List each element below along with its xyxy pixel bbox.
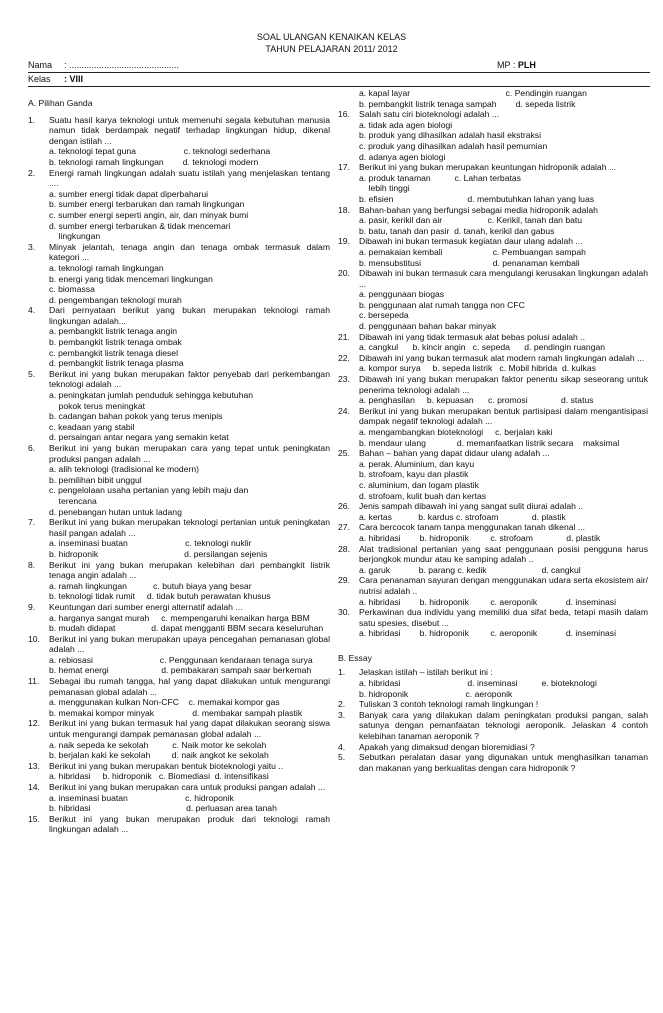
question-text: Berikut ini yang bukan termasuk hal yang dapat dilakukan seorang siswa untuk mengurangi dampak pemanasan global adalah ...	[49, 718, 330, 740]
mp-label: MP :	[497, 60, 516, 70]
question-text: Berikut ini yang bukan merupakan teknologi pertanian untuk peningkatan hasil pangan adalah ...	[49, 517, 330, 538]
question-number: 10.	[28, 633, 40, 644]
answer-option: b. pembangkit listrik tenaga ombak	[49, 337, 182, 348]
essay-questions	[338, 667, 648, 773]
answer-option: a. penghasilan b. kepuasan c. promosi d. status	[359, 395, 594, 406]
answer-option: a. naik sepeda ke sekolah c. Naik motor ke sekolah	[49, 739, 267, 750]
right-top-options	[338, 88, 648, 109]
question-text: Jenis sampah dibawah ini yang sangat sulit diurai adalah ..	[359, 501, 584, 512]
answer-option: b. produk yang dihasilkan adalah hasil ekstraksi	[359, 130, 542, 141]
answer-option: b. strofoam, kayu dan plastik	[359, 469, 469, 480]
question-number: 2.	[28, 167, 36, 178]
question-number: 17.	[338, 162, 350, 173]
answer-option: d. pembangkit listrik tenaga plasma	[49, 358, 184, 369]
question-row	[338, 162, 648, 173]
answer-option: b. penggunaan alat rumah tangga non CFC	[359, 299, 525, 310]
answer-option: a. hibridasi b. hidroponik c. strofoam d. plastik	[359, 532, 601, 543]
question-text: Berikut ini yang bukan merupakan cara yang tepat untuk peningkatan produksi pangan adalah ...	[49, 443, 330, 464]
answer-option: lingkungan	[49, 231, 101, 242]
question-row	[338, 374, 648, 395]
question-text: Dibawah ini bukan termasuk cara mengulangi kerusakan lingkungan adalah ...	[359, 268, 648, 289]
section-b-title: B. Essay	[338, 652, 372, 663]
answer-option: b. batu, tanah dan pasir d. tanah, kerikil dan gabus	[359, 225, 555, 236]
question-number: 9.	[28, 601, 36, 612]
question-text: Cara bercocok tanam tanpa menggunakan tanah dikenal ...	[359, 522, 585, 533]
question-item	[338, 162, 648, 204]
answer-option: b. teknologi tidak rumit d. tidak butuh perawatan khusus	[49, 591, 271, 602]
nama-row	[28, 60, 179, 71]
answer-option: a. kapal layar c. Pendingin ruangan	[359, 88, 587, 98]
question-item	[338, 332, 648, 353]
question-text: Berikut ini yang bukan merupakan bentuk partisipasi dalam mengantisipasi dampak negatif teknologi adalah ...	[359, 405, 648, 427]
question-number: 4.	[338, 741, 346, 752]
question-item	[338, 268, 648, 332]
question-text: Bahan-bahan yang berfungsi sebagai media hidroponik adalah	[359, 204, 598, 215]
question-row	[338, 699, 648, 710]
question-item	[338, 109, 648, 162]
answer-option: a. tidak ada agen biologi	[359, 119, 453, 130]
question-item	[28, 814, 330, 835]
question-number: 4.	[28, 305, 36, 316]
answer-option: b. memakai kompor minyak d. membakar sampah plastik	[49, 707, 303, 718]
question-text: Alat tradisional pertanian yang saat penggunaan posisi pengguna harus berjongkok mundur atau ke samping adalah ..	[359, 543, 648, 565]
question-number: 13.	[28, 760, 40, 771]
header-divider-1	[28, 72, 650, 73]
answer-option: a. ramah lingkungan c. butuh biaya yang besar	[49, 580, 252, 591]
question-item	[28, 517, 330, 559]
question-row	[28, 634, 330, 655]
mp-value: PLH	[517, 60, 536, 70]
question-row	[28, 115, 330, 147]
question-text: Berikut ini yang bukan merupakan kelebihan dari pembangkit listrik tenaga angin adalah ...	[49, 559, 330, 581]
answer-option: b. cadangan bahan pokok yang terus menipis	[49, 411, 223, 422]
answer-option: a. hibridasi d. inseminasi e. bioteknologi	[359, 678, 597, 689]
answer-option: a. harganya sangat murah c. mempengaruhi kenaikan harga BBM	[49, 612, 310, 623]
answer-option: d. penggunaan bahan bakar minyak	[359, 321, 497, 332]
question-item	[28, 634, 330, 676]
question-item	[338, 236, 648, 268]
question-number: 20.	[338, 268, 350, 279]
question-item	[338, 353, 648, 374]
question-item	[338, 448, 648, 501]
answer-option: a. menggunakan kulkan Non-CFC c. memakai kompor gas	[49, 697, 280, 708]
left-questions	[28, 115, 330, 835]
question-number: 5.	[28, 368, 36, 379]
question-number: 26.	[338, 501, 350, 512]
question-item	[28, 782, 330, 814]
question-text: Salah satu ciri bioteknologi adalah ...	[359, 109, 499, 120]
question-item	[338, 575, 648, 607]
question-text: Berikut ini yang bukan merupakan keuntungan hidroponik adalah ...	[359, 162, 617, 173]
question-row	[28, 517, 330, 538]
question-item	[338, 205, 648, 237]
question-item	[338, 752, 648, 773]
question-row	[338, 236, 648, 247]
question-row	[338, 544, 648, 565]
question-text: Banyak cara yang dilakukan dalam peningkatan produksi pangan, salah satunya dengan pemanfaatan teknologi aeroponik. Jelaskan 4 contoh kelebihan tanaman aeroponik ?	[359, 709, 648, 742]
answer-option: b. energi yang tidak mencemari lingkungan	[49, 273, 213, 284]
question-row	[28, 602, 330, 613]
question-text: Energi ramah lingkungan adalah suatu istilah yang menjelaskan tentang ....	[49, 167, 330, 189]
question-number: 30.	[338, 607, 350, 618]
answer-option: a. inseminasi buatan c. teknologi nuklir	[49, 538, 252, 549]
question-text: Minyak jelantah, tenaga angin dan tenaga ombak termasuk dalam kategori ...	[49, 241, 330, 263]
question-row	[28, 676, 330, 697]
answer-option: b. teknologi ramah lingkungan d. teknologi modern	[49, 156, 259, 167]
question-row	[338, 667, 648, 678]
answer-option: c. pembangkit listrik tenaga diesel	[49, 347, 178, 358]
answer-option: a. hibridasi b. hidroponik c. Biomediasi d. intensifikasi	[49, 771, 269, 782]
exam-title: SOAL ULANGAN KENAIKAN KELAS	[256, 32, 407, 42]
question-item	[338, 710, 648, 742]
question-item	[28, 602, 330, 634]
answer-option: a. hibridasi b. hidroponik c. aeroponik d. inseminasi	[359, 628, 616, 639]
question-row	[338, 448, 648, 459]
question-text: Bahan – bahan yang dapat didaur ulang adalah ...	[359, 448, 550, 459]
answer-option: a. pemakaian kembali c. Pembuangan sampah	[359, 246, 586, 257]
question-text: Keuntungan dari sumber energi alternatif adalah ...	[49, 601, 243, 612]
exam-year: TAHUN PELAJARAN 2011/ 2012	[265, 44, 398, 54]
question-text: Berikut ini yang bukan merupakan upaya pencegahan pemanasan global adalah ...	[49, 633, 330, 655]
answer-option: b. hidroponik d. persilangan sejenis	[49, 548, 268, 559]
answer-option: d. penebangan hutan untuk ladang	[49, 506, 182, 517]
question-number: 1.	[338, 667, 346, 678]
answer-option: lebih tinggi	[359, 183, 410, 194]
header-divider-2	[28, 86, 650, 87]
question-row	[28, 560, 330, 581]
question-item	[338, 406, 648, 448]
question-row	[28, 761, 330, 772]
answer-option: b. sumber energi terbarukan dan ramah lingkungan	[49, 199, 245, 210]
question-row	[28, 168, 330, 189]
question-row	[338, 522, 648, 533]
answer-option: b. mendaur ulang d. memanfaatkan listrik secara maksimal	[359, 437, 620, 448]
answer-option: d. pengembangan teknologi murah	[49, 294, 182, 305]
answer-option: c. bersepeda	[359, 310, 409, 321]
answer-option: a. kompor surya b. sepeda listrik c. Mobil hibrida d. kulkas	[359, 363, 596, 374]
nama-label: Nama	[28, 60, 53, 70]
answer-option: b. hibridasi d. perluasan area tanah	[49, 803, 277, 814]
answer-option: a. pembangkit listrik tenaga angin	[49, 326, 178, 337]
right-column	[338, 88, 648, 773]
question-item	[28, 676, 330, 718]
question-number: 27.	[338, 522, 350, 533]
answer-option: a. peningkatan jumlah penduduk sehingga kebutuhan	[49, 390, 254, 401]
question-number: 5.	[338, 752, 346, 763]
question-number: 7.	[28, 517, 36, 528]
answer-option: c. produk yang dihasilkan adalah hasil pemurnian	[359, 140, 548, 151]
question-number: 1.	[28, 114, 36, 125]
answer-option: a. produk tanaman c. Lahan terbatas	[359, 172, 521, 183]
question-number: 25.	[338, 448, 350, 459]
question-item	[28, 761, 330, 782]
answer-option: b. berjalan kaki ke sekolah d. naik angkot ke sekolah	[49, 750, 269, 761]
question-row	[338, 501, 648, 512]
question-number: 22.	[338, 352, 350, 363]
question-item	[28, 168, 330, 242]
question-number: 14.	[28, 782, 40, 792]
answer-option: a. alih teknologi (tradisional ke modern)	[49, 464, 199, 475]
answer-option: a. rebiosasi c. Penggunaan kendaraan tenaga surya	[49, 654, 313, 665]
question-row	[338, 109, 648, 120]
question-item	[28, 369, 330, 443]
question-text: Dibawah ini yang bukan termasuk alat modern ramah lingkungan adalah ...	[359, 352, 645, 363]
question-text: Dibawah ini bukan termasuk kegiatan daur ulang adalah ...	[359, 236, 583, 247]
question-row	[28, 369, 330, 390]
kelas-value: : VIII	[64, 74, 84, 84]
question-text: Dibawah ini yang tidak termasuk alat bebas polusi adalah ..	[359, 331, 585, 342]
answer-option: b. mensubstitusi d. penanaman kembali	[359, 257, 580, 268]
question-row	[338, 710, 648, 742]
nama-value: : ............................................	[64, 60, 180, 70]
answer-option: terencana	[49, 495, 97, 506]
answer-option: pokok terus meningkat	[49, 400, 146, 411]
question-row	[338, 268, 648, 289]
question-number: 18.	[338, 204, 350, 215]
question-item	[338, 522, 648, 543]
question-number: 21.	[338, 331, 350, 342]
question-text: Tuliskan 3 contoh teknologi ramah lingkungan !	[359, 699, 539, 710]
question-item	[28, 443, 330, 517]
question-item	[338, 374, 648, 406]
answer-option: b. efisien d. membutuhkan lahan yang luas	[359, 193, 595, 204]
answer-option: a. pasir, kerikil dan air c. Kerikil, tanah dan batu	[359, 215, 583, 226]
question-number: 8.	[28, 559, 36, 570]
question-number: 28.	[338, 543, 350, 554]
question-item	[28, 305, 330, 369]
question-item	[338, 699, 648, 710]
question-row	[28, 718, 330, 739]
question-text: Dibawah ini yang bukan merupakan faktor penentu sikap seseorang untuk penerima teknologi adalah ...	[359, 374, 648, 395]
question-text: Cara penanaman sayuran dengan menggunakan udara serta ekosistem air/ nutrisi adalah ..	[359, 575, 648, 596]
question-item	[338, 607, 648, 639]
question-text: Dari pernyataan berikut yang bukan merupakan teknologi ramah lingkungan adalah...	[49, 305, 330, 326]
question-row	[28, 242, 330, 263]
left-column	[28, 88, 330, 835]
question-text: Berikut ini yang bukan merupakan cara untuk produksi pangan adalah ...	[49, 782, 326, 792]
question-number: 16.	[338, 109, 350, 120]
question-item	[338, 742, 648, 753]
answer-option: a. perak. Aluminium, dan kayu	[359, 458, 475, 469]
question-text: Suatu hasil karya teknologi untuk memenuhi segala kebutuhan manusia namun tidak berdampak negatif terhadap lingkungan hidup, dikenal dengan istilah ...	[49, 114, 330, 146]
answer-option: c. biomassa	[49, 284, 95, 295]
answer-option: c. aluminium, dan logam plastik	[359, 479, 479, 490]
section-a-title: A. Pilihan Ganda	[28, 98, 93, 108]
answer-option: c. sumber energi seperti angin, air, dan minyak bumi	[49, 209, 249, 220]
question-item	[28, 718, 330, 760]
question-text: Berikut ini yang bukan merupakan faktor penyebab dari perkembangan teknologi adalah ...	[49, 368, 330, 390]
answer-option: a. inseminasi buatan c. hidroponik	[49, 792, 234, 803]
question-number: 15.	[28, 813, 40, 824]
question-row	[338, 406, 648, 427]
question-row	[338, 752, 648, 773]
question-row	[338, 607, 648, 628]
answer-option: d. persaingan antar negara yang semakin ketat	[49, 432, 229, 443]
question-item	[338, 544, 648, 576]
answer-option: a. garuk b. parang c. kedik d. cangkul	[359, 564, 581, 575]
question-text: Sebutkan peralatan dasar yang digunakan untuk menghasilkan tanaman dan makanan yang berkualitas dengan cara hidroponik ?	[359, 752, 648, 773]
question-item	[28, 242, 330, 306]
answer-option: a. cangkul b. kincir angin c. sepeda d. pendingin ruangan	[359, 342, 606, 353]
question-row	[338, 742, 648, 753]
question-number: 6.	[28, 443, 36, 453]
answer-option: a. sumber energi tidak dapat diperbaharui	[49, 188, 209, 199]
mp-row	[497, 60, 536, 71]
question-text: Sebagai ibu rumah tangga, hal yang dapat dilakukan untuk mengurangi pemanasan global adalah ...	[49, 676, 330, 697]
question-number: 2.	[338, 699, 346, 710]
answer-option: c. keadaan yang stabil	[49, 421, 135, 432]
question-text: Berikut ini yang bukan merupakan bentuk bioteknologi yaitu ..	[49, 760, 284, 771]
answer-option: b. hemat energi d. pembakaran sampah saar berkemah	[49, 665, 312, 676]
answer-option: d. adanya agen biologi	[359, 151, 446, 162]
question-number: 19.	[338, 236, 350, 247]
answer-option: d. strofoam, kulit buah dan kertas	[359, 490, 487, 501]
answer-option: d. sumber energi terbarukan & tidak mencemari	[49, 220, 231, 231]
answer-option: b. pemilihan bibit unggul	[49, 474, 142, 485]
question-number: 23.	[338, 374, 350, 385]
question-row	[28, 814, 330, 835]
answer-option: b. mudah didapat d. dapat mengganti BBM secara keseluruhan	[49, 623, 324, 634]
question-text: Berikut ini yang bukan merupakan produk dari teknologi ramah lingkungan adalah ...	[49, 813, 330, 835]
question-text: Perkawinan dua individu yang memiliki dua sifat beda, tetapi masih dalam satu spesies, disebut ...	[359, 607, 648, 628]
question-number: 24.	[338, 405, 350, 416]
question-number: 11.	[28, 676, 40, 687]
question-number: 29.	[338, 575, 350, 586]
question-row	[338, 332, 648, 343]
question-row	[28, 443, 330, 464]
question-row	[338, 205, 648, 216]
right-questions	[338, 109, 648, 639]
answer-option: a. kertas b. kardus c. strofoam d. plastik	[359, 511, 566, 522]
question-row	[28, 782, 330, 793]
question-item	[338, 501, 648, 522]
kelas-row	[28, 74, 83, 85]
question-row	[28, 305, 330, 326]
question-text: Apakah yang dimaksud dengan bioremidiasi ?	[359, 741, 535, 752]
answer-option: b. pembangkit listrik tenaga sampah d. sepeda listrik	[359, 98, 576, 109]
question-item	[28, 115, 330, 168]
question-item	[338, 667, 648, 699]
question-item	[28, 560, 330, 602]
answer-option: b. hidroponik c. aeroponik	[359, 688, 513, 699]
answer-option: a. teknologi ramah lingkungan	[49, 262, 164, 273]
question-number: 3.	[338, 709, 346, 720]
answer-option: a. teknologi tepat guna c. teknologi sederhana	[49, 146, 271, 157]
question-row	[338, 575, 648, 596]
question-number: 12.	[28, 718, 40, 729]
answer-option: a. hibridasi b. hidroponik c. aeroponik d. inseminasi	[359, 596, 616, 607]
question-row	[338, 353, 648, 364]
question-text: Jelaskan istilah – istilah berikut ini :	[359, 667, 493, 678]
answer-option: c. pengelolaan usaha pertanian yang lebih maju dan	[49, 485, 249, 496]
kelas-label: Kelas	[28, 74, 51, 84]
answer-option: a. mengambangkan bioteknologi c. berjalan kaki	[359, 427, 553, 437]
question-number: 3.	[28, 241, 36, 252]
answer-option: a. penggunaan biogas	[359, 289, 445, 300]
